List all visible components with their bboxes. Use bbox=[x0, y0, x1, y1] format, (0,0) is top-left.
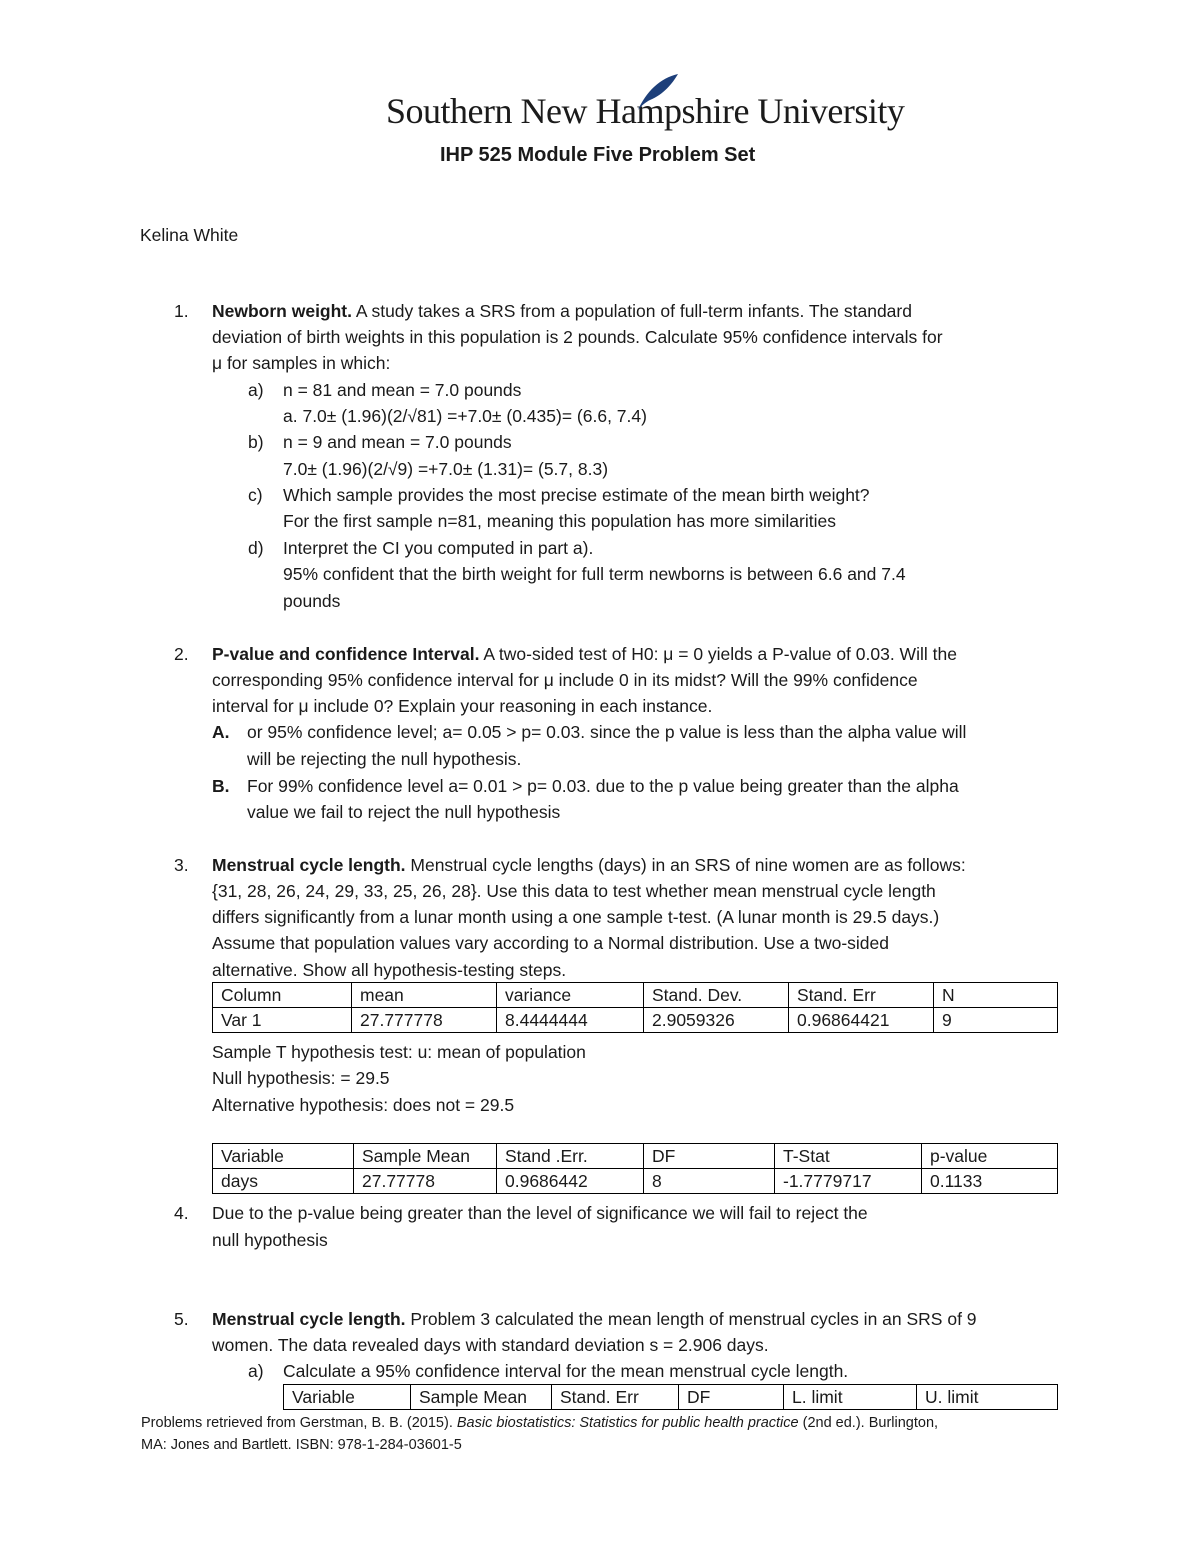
question-text-line: μ for samples in which: bbox=[212, 353, 391, 373]
item-label: a) bbox=[248, 1361, 264, 1381]
t-test-results-table bbox=[212, 1143, 1058, 1194]
table-cell: L. limit bbox=[784, 1385, 917, 1410]
citation-text: (2nd ed.). Burlington, bbox=[798, 1415, 939, 1431]
question-text-part: A two-sided test of H0: μ = 0 yields a P-value of 0.03. Will the bbox=[479, 644, 957, 664]
table-cell: Sample Mean bbox=[411, 1385, 552, 1410]
question-heading: Menstrual cycle length. bbox=[212, 1309, 406, 1329]
table-row bbox=[213, 1169, 1058, 1194]
table-cell: DF bbox=[644, 1144, 775, 1169]
question-number: 3. bbox=[174, 855, 189, 875]
question-text bbox=[212, 301, 912, 322]
footer-citation bbox=[141, 1415, 938, 1431]
table-cell: Variable bbox=[213, 1144, 354, 1169]
table-cell: 27.777778 bbox=[352, 1008, 497, 1033]
question-heading: P-value and confidence Interval. bbox=[212, 644, 480, 664]
table-cell: variance bbox=[497, 983, 644, 1008]
table-cell: Stand .Err. bbox=[497, 1144, 644, 1169]
question-text-line: alternative. Show all hypothesis-testing steps. bbox=[212, 960, 567, 980]
question-heading: Newborn weight. bbox=[212, 301, 352, 321]
item-label: B. bbox=[212, 776, 230, 796]
question-text-line: null hypothesis bbox=[212, 1230, 328, 1250]
table-cell: -1.7779717 bbox=[775, 1169, 922, 1194]
question-heading: Menstrual cycle length. bbox=[212, 855, 406, 875]
question-text-part: Problem 3 calculated the mean length of menstrual cycles in an SRS of 9 bbox=[405, 1309, 977, 1329]
author-name: Kelina White bbox=[140, 225, 239, 245]
item-answer: pounds bbox=[283, 591, 341, 611]
table-cell: Stand. Err bbox=[789, 983, 934, 1008]
feather-icon bbox=[634, 72, 680, 112]
table-cell: 8.4444444 bbox=[497, 1008, 644, 1033]
question-text-line: corresponding 95% confidence interval for μ include 0 in its midst? Will the 99% confidence bbox=[212, 670, 918, 690]
item-answer: 7.0± (1.96)(2/√9) =+7.0± (1.31)= (5.7, 8.3) bbox=[283, 459, 609, 479]
hypothesis-line: Alternative hypothesis: does not = 29.5 bbox=[212, 1095, 515, 1115]
table-cell: 0.96864421 bbox=[789, 1008, 934, 1033]
question-text-line: {31, 28, 26, 24, 29, 33, 25, 26, 28}. Use this data to test whether mean menstrual cycle length bbox=[212, 881, 936, 901]
item-label: c) bbox=[248, 485, 263, 505]
table-row bbox=[213, 1008, 1058, 1033]
item-label: a) bbox=[248, 380, 264, 400]
hypothesis-line: Sample T hypothesis test: u: mean of population bbox=[212, 1042, 586, 1062]
table-header-row bbox=[213, 983, 1058, 1008]
confidence-interval-table bbox=[283, 1384, 1058, 1410]
table-cell: mean bbox=[352, 983, 497, 1008]
question-text-part: A study takes a SRS from a population of full-term infants. The standard bbox=[352, 301, 912, 321]
citation-text: Problems retrieved from Gerstman, B. B. (2015). bbox=[141, 1415, 457, 1431]
item-text: Which sample provides the most precise estimate of the mean birth weight? bbox=[283, 485, 870, 505]
question-text-line: Due to the p-value being greater than the level of significance we will fail to reject the bbox=[212, 1203, 868, 1223]
question-text-line: interval for μ include 0? Explain your reasoning in each instance. bbox=[212, 696, 713, 716]
table-cell: Stand. Dev. bbox=[644, 983, 789, 1008]
document-title: IHP 525 Module Five Problem Set bbox=[440, 144, 756, 166]
table-cell: 9 bbox=[934, 1008, 1058, 1033]
question-text-part: Menstrual cycle lengths (days) in an SRS of nine women are as follows: bbox=[405, 855, 966, 875]
table-cell: 0.1133 bbox=[922, 1169, 1058, 1194]
hypothesis-line: Null hypothesis: = 29.5 bbox=[212, 1068, 390, 1088]
table-cell: N bbox=[934, 983, 1058, 1008]
question-text bbox=[212, 855, 966, 876]
question-text-line: differs significantly from a lunar month using a one sample t-test. (A lunar month is 29.5 days.) bbox=[212, 907, 940, 927]
table-cell: Column bbox=[213, 983, 352, 1008]
table-cell: Var 1 bbox=[213, 1008, 352, 1033]
table-cell: 2.9059326 bbox=[644, 1008, 789, 1033]
table-cell: 0.9686442 bbox=[497, 1169, 644, 1194]
table-cell: Sample Mean bbox=[354, 1144, 497, 1169]
question-text-line: deviation of birth weights in this population is 2 pounds. Calculate 95% confidence intervals for bbox=[212, 327, 943, 347]
descriptive-stats-table bbox=[212, 982, 1058, 1033]
question-number: 4. bbox=[174, 1203, 189, 1223]
footer-citation-line2: MA: Jones and Bartlett. ISBN: 978-1-284-03601-5 bbox=[141, 1437, 462, 1453]
question-text bbox=[212, 1309, 977, 1330]
question-text bbox=[212, 644, 957, 665]
university-logo bbox=[386, 72, 905, 134]
question-text-line: women. The data revealed days with standard deviation s = 2.906 days. bbox=[212, 1335, 769, 1355]
citation-book-title: Basic biostatistics: Statistics for public health practice bbox=[456, 1415, 799, 1431]
item-answer: 95% confident that the birth weight for full term newborns is between 6.6 and 7.4 bbox=[283, 564, 906, 584]
item-answer: For the first sample n=81, meaning this population has more similarities bbox=[283, 511, 836, 531]
item-answer: a. 7.0± (1.96)(2/√81) =+7.0± (0.435)= (6.6, 7.4) bbox=[283, 406, 647, 426]
question-text-line: Assume that population values vary according to a Normal distribution. Use a two-sided bbox=[212, 933, 890, 953]
table-cell: Variable bbox=[284, 1385, 411, 1410]
item-text: n = 81 and mean = 7.0 pounds bbox=[283, 380, 522, 400]
item-answer: or 95% confidence level; a= 0.05 > p= 0.03. since the p value is less than the alpha value will bbox=[247, 722, 967, 742]
item-answer: For 99% confidence level a= 0.01 > p= 0.03. due to the p value being greater than the alpha bbox=[247, 776, 959, 796]
table-cell: 27.77778 bbox=[354, 1169, 497, 1194]
question-number: 1. bbox=[174, 301, 189, 321]
table-cell: T-Stat bbox=[775, 1144, 922, 1169]
item-text: Calculate a 95% confidence interval for the mean menstrual cycle length. bbox=[283, 1361, 849, 1381]
question-number: 2. bbox=[174, 644, 189, 664]
table-cell: U. limit bbox=[917, 1385, 1058, 1410]
table-cell: p-value bbox=[922, 1144, 1058, 1169]
table-cell: days bbox=[213, 1169, 354, 1194]
university-name: Southern New Hampshire University bbox=[386, 91, 905, 131]
item-answer: value we fail to reject the null hypothesis bbox=[247, 802, 561, 822]
item-label: d) bbox=[248, 538, 264, 558]
item-text: Interpret the CI you computed in part a). bbox=[283, 538, 594, 558]
table-header-row bbox=[284, 1385, 1058, 1410]
table-cell: DF bbox=[679, 1385, 784, 1410]
table-header-row bbox=[213, 1144, 1058, 1169]
item-text: n = 9 and mean = 7.0 pounds bbox=[283, 432, 512, 452]
question-number: 5. bbox=[174, 1309, 189, 1329]
item-label: b) bbox=[248, 432, 264, 452]
table-cell: Stand. Err bbox=[552, 1385, 679, 1410]
item-label: A. bbox=[212, 722, 230, 742]
item-answer: will be rejecting the null hypothesis. bbox=[247, 749, 522, 769]
table-cell: 8 bbox=[644, 1169, 775, 1194]
